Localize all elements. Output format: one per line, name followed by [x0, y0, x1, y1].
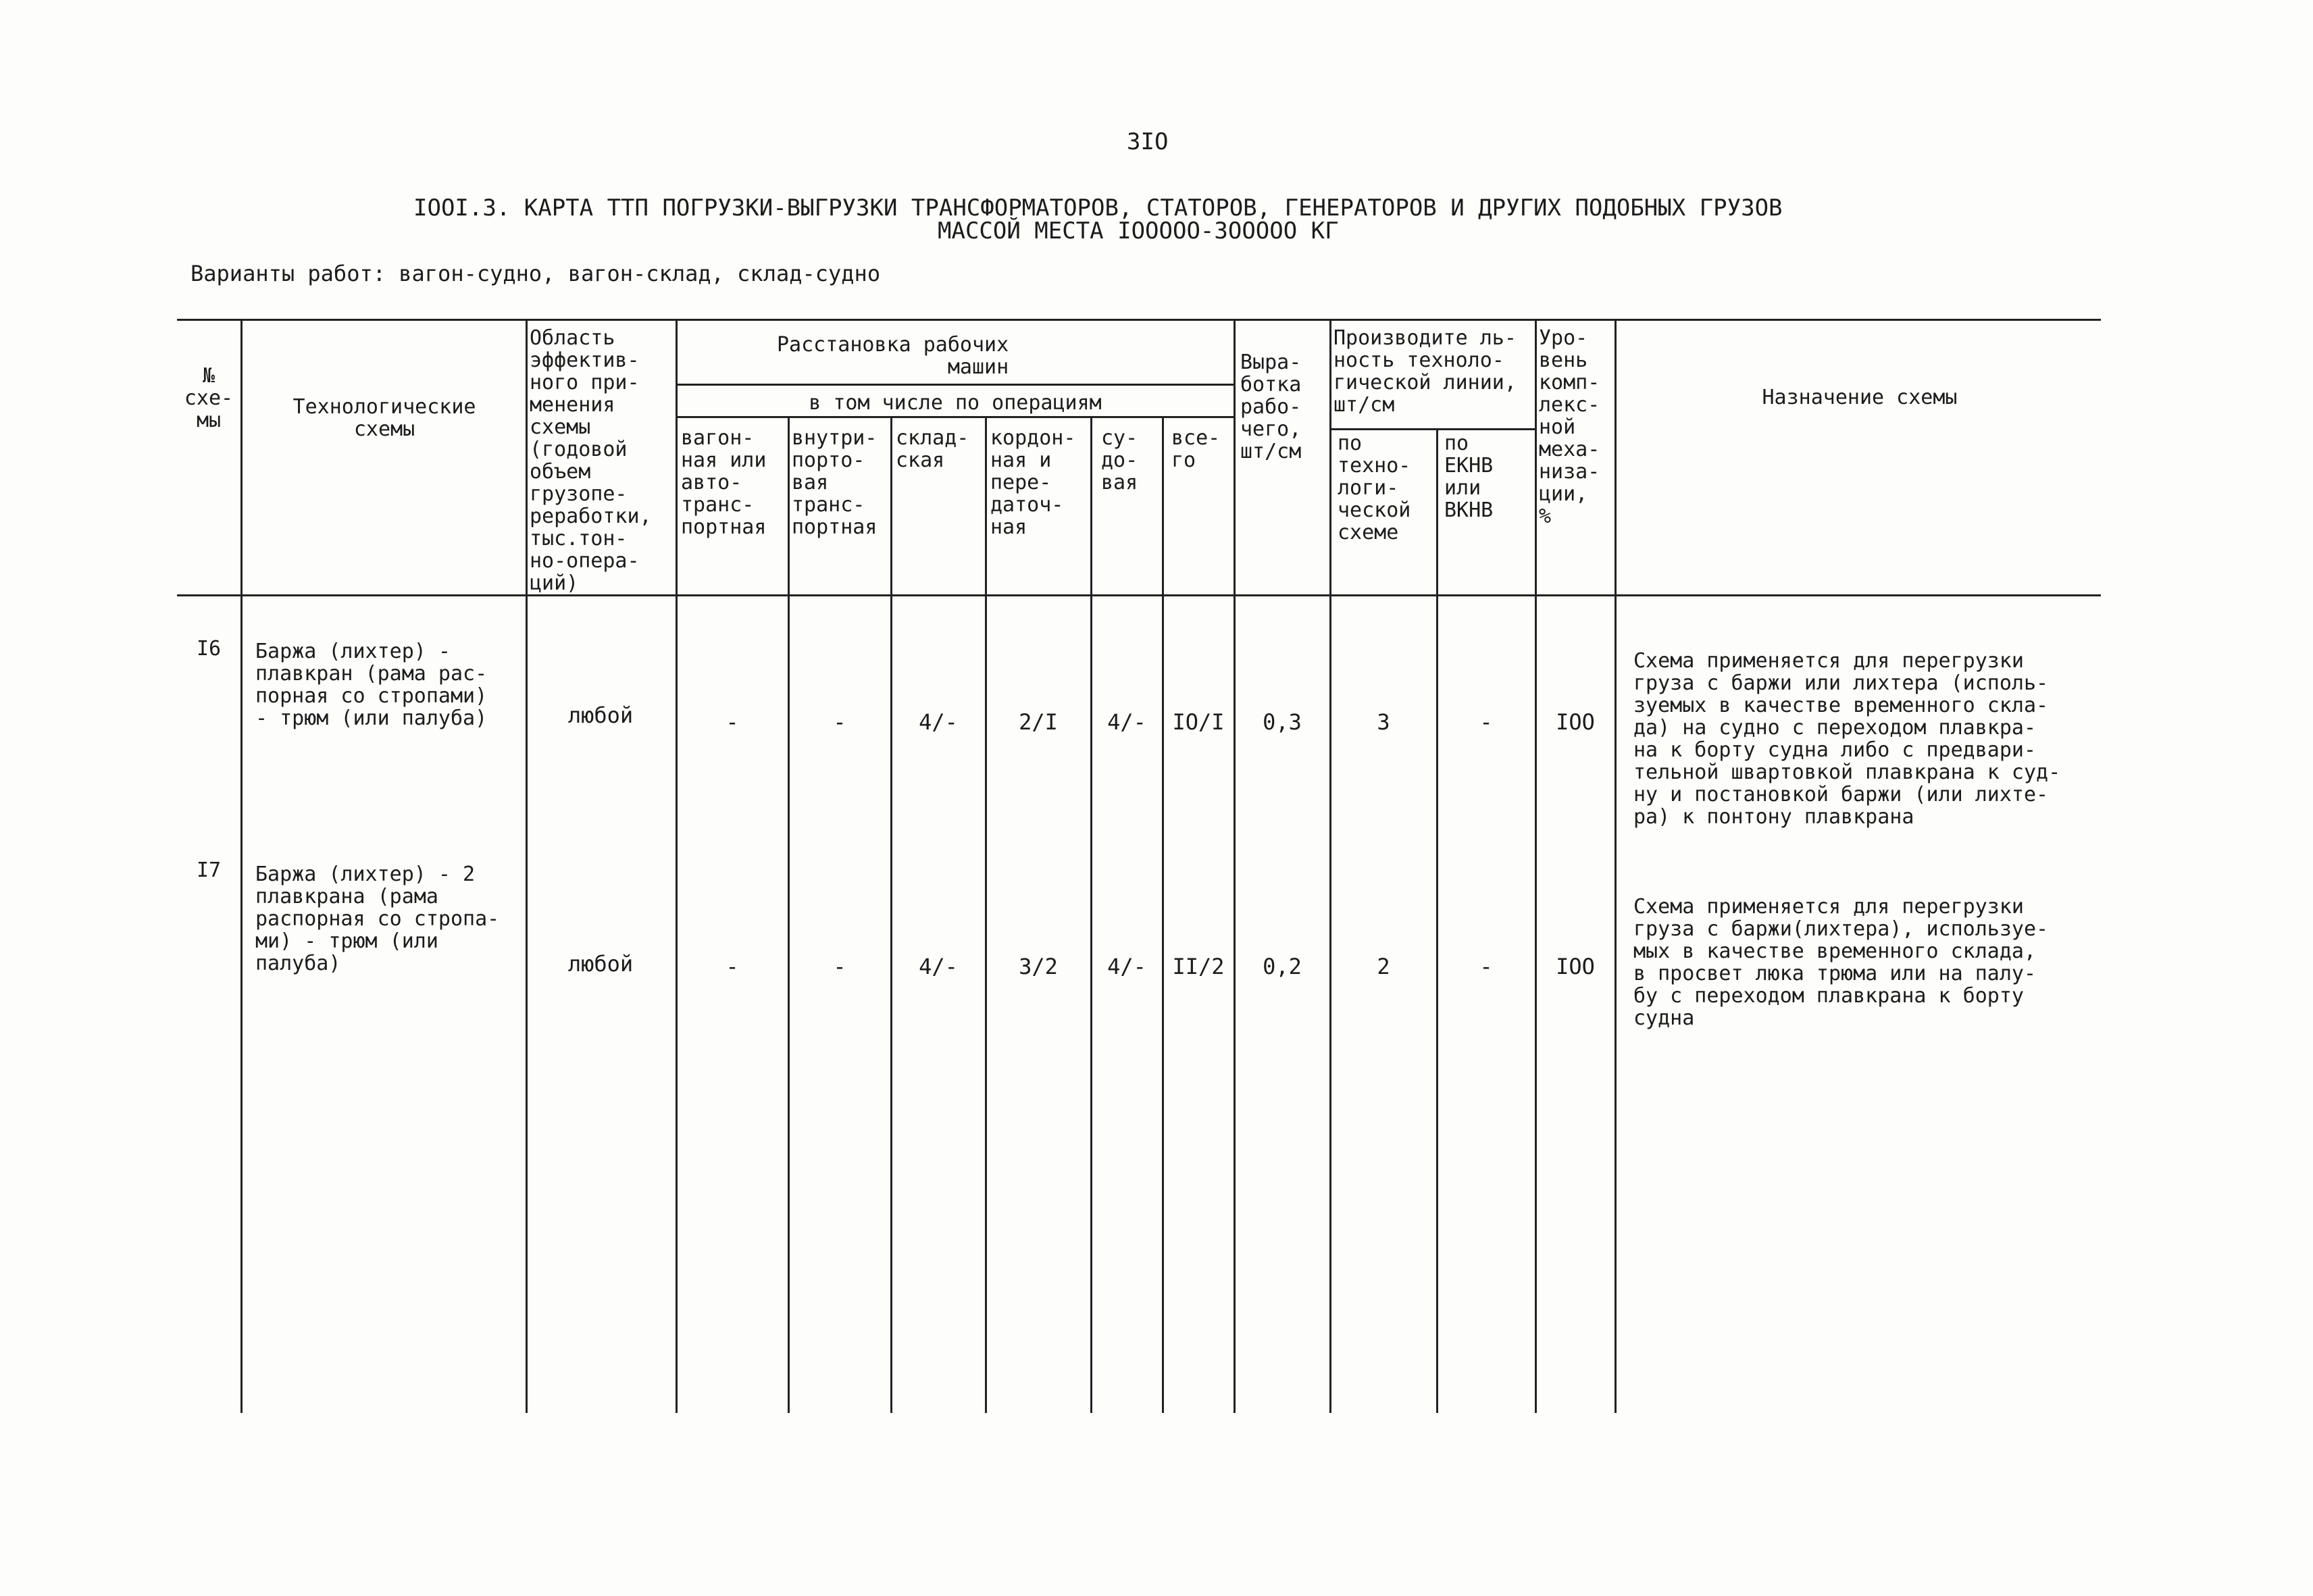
header-by-norms: по ЕКНВ или ВКНВ [1444, 432, 1494, 522]
row-purpose: Схема применяется для перегрузки груза с баржи(лихтера), используе- мых в качестве временного склада, в просвет люка трюма или на палу- бу с переходом плавкрана к борту судна [1633, 895, 2049, 1030]
header-mechanization-level: Уро- вень комп- лекс- ной меха- низа- ции, % [1539, 326, 1600, 528]
row-wagon: - [726, 709, 739, 735]
header-intraport: внутри- порто- вая транс- портная [792, 426, 878, 539]
row-intraport: - [833, 709, 846, 735]
row-intraport: - [833, 954, 846, 979]
row-by-norms: - [1479, 954, 1493, 979]
header-application-area: Область эффектив- ного при- менения схемы (годовой объем грузопе- реработки, тыс.тон- но-опера- ций) [530, 326, 652, 595]
header-cordon: кордон- ная и пере- даточ- ная [990, 426, 1076, 539]
row-wagon: - [726, 954, 739, 979]
header-technological-schemes: Технологические схемы [293, 395, 476, 441]
row-cordon: 3/2 [1019, 954, 1058, 979]
row-worker-output: 0,2 [1263, 954, 1302, 979]
row-total: II/2 [1172, 954, 1225, 979]
page-number: 3IO [1127, 128, 1169, 155]
header-wagon-auto: вагон- ная или авто- транс- портная [681, 426, 767, 539]
row-number: I7 [196, 858, 222, 882]
header-scheme-number: № схе- мы [184, 364, 234, 432]
work-variants: Варианты работ: вагон-судно, вагон-склад, склад-судно [190, 261, 881, 286]
row-purpose: Схема применяется для перегрузки груза с баржи или лихтера (исполь- зуемых в качестве временного скла- да) на судно с переходом плавкра- на к борту судна либо с предвари- тельной швартовкой плавкрана к суд- ну и постановкой баржи (или лихте- ра) к понтону плавкрана [1633, 649, 2061, 829]
row-by-tech-scheme: 2 [1377, 954, 1390, 979]
row-worker-output: 0,3 [1263, 709, 1302, 735]
header-scheme-purpose: Назначение схемы [1762, 386, 1958, 409]
header-ship: су- до- вая [1101, 426, 1138, 494]
row-cordon: 2/I [1019, 709, 1058, 735]
header-line-productivity: Производите ль- ность техноло- гической линии, шт/см [1333, 326, 1517, 417]
row-scheme: Баржа (лихтер) - 2 плавкрана (рама распорная со стропа- ми) - трюм (или палуба) [255, 863, 500, 975]
header-total: все- го [1171, 426, 1221, 472]
header-worker-output: Выра- ботка рабо- чего, шт/см [1240, 351, 1302, 463]
row-area: любой [567, 951, 634, 977]
row-ship: 4/- [1107, 709, 1146, 735]
row-by-norms: - [1479, 709, 1493, 735]
header-by-operations: в том числе по операциям [809, 391, 1102, 415]
header-machine-placement: Расстановка рабочих машин [777, 333, 1009, 379]
row-mechanization-level: IOO [1556, 709, 1595, 735]
row-warehouse: 4/- [919, 954, 958, 979]
row-by-tech-scheme: 3 [1377, 709, 1390, 735]
row-ship: 4/- [1107, 954, 1146, 979]
row-total: IO/I [1172, 709, 1225, 735]
row-mechanization-level: IOO [1556, 954, 1595, 979]
row-warehouse: 4/- [919, 709, 958, 735]
title-line-1: IOOI.3. КАРТА ТТП ПОГРУЗКИ-ВЫГРУЗКИ ТРАНСФОРМАТОРОВ, СТАТОРОВ, ГЕНЕРАТОРОВ И ДРУГИХ ПОДОБНЫХ ГРУЗОВ [413, 195, 1783, 222]
row-scheme: Баржа (лихтер) - плавкран (рама рас- порная со стропами) - трюм (или палуба) [255, 640, 488, 730]
header-by-tech-scheme: по техно- логи- ческой схеме [1338, 432, 1411, 544]
title-line-2: МАССОЙ МЕСТА IOOOOO-3OOOOO КГ [938, 217, 1339, 244]
row-number: I6 [196, 637, 222, 661]
row-area: любой [567, 702, 634, 728]
header-warehouse: склад- ская [896, 426, 969, 472]
